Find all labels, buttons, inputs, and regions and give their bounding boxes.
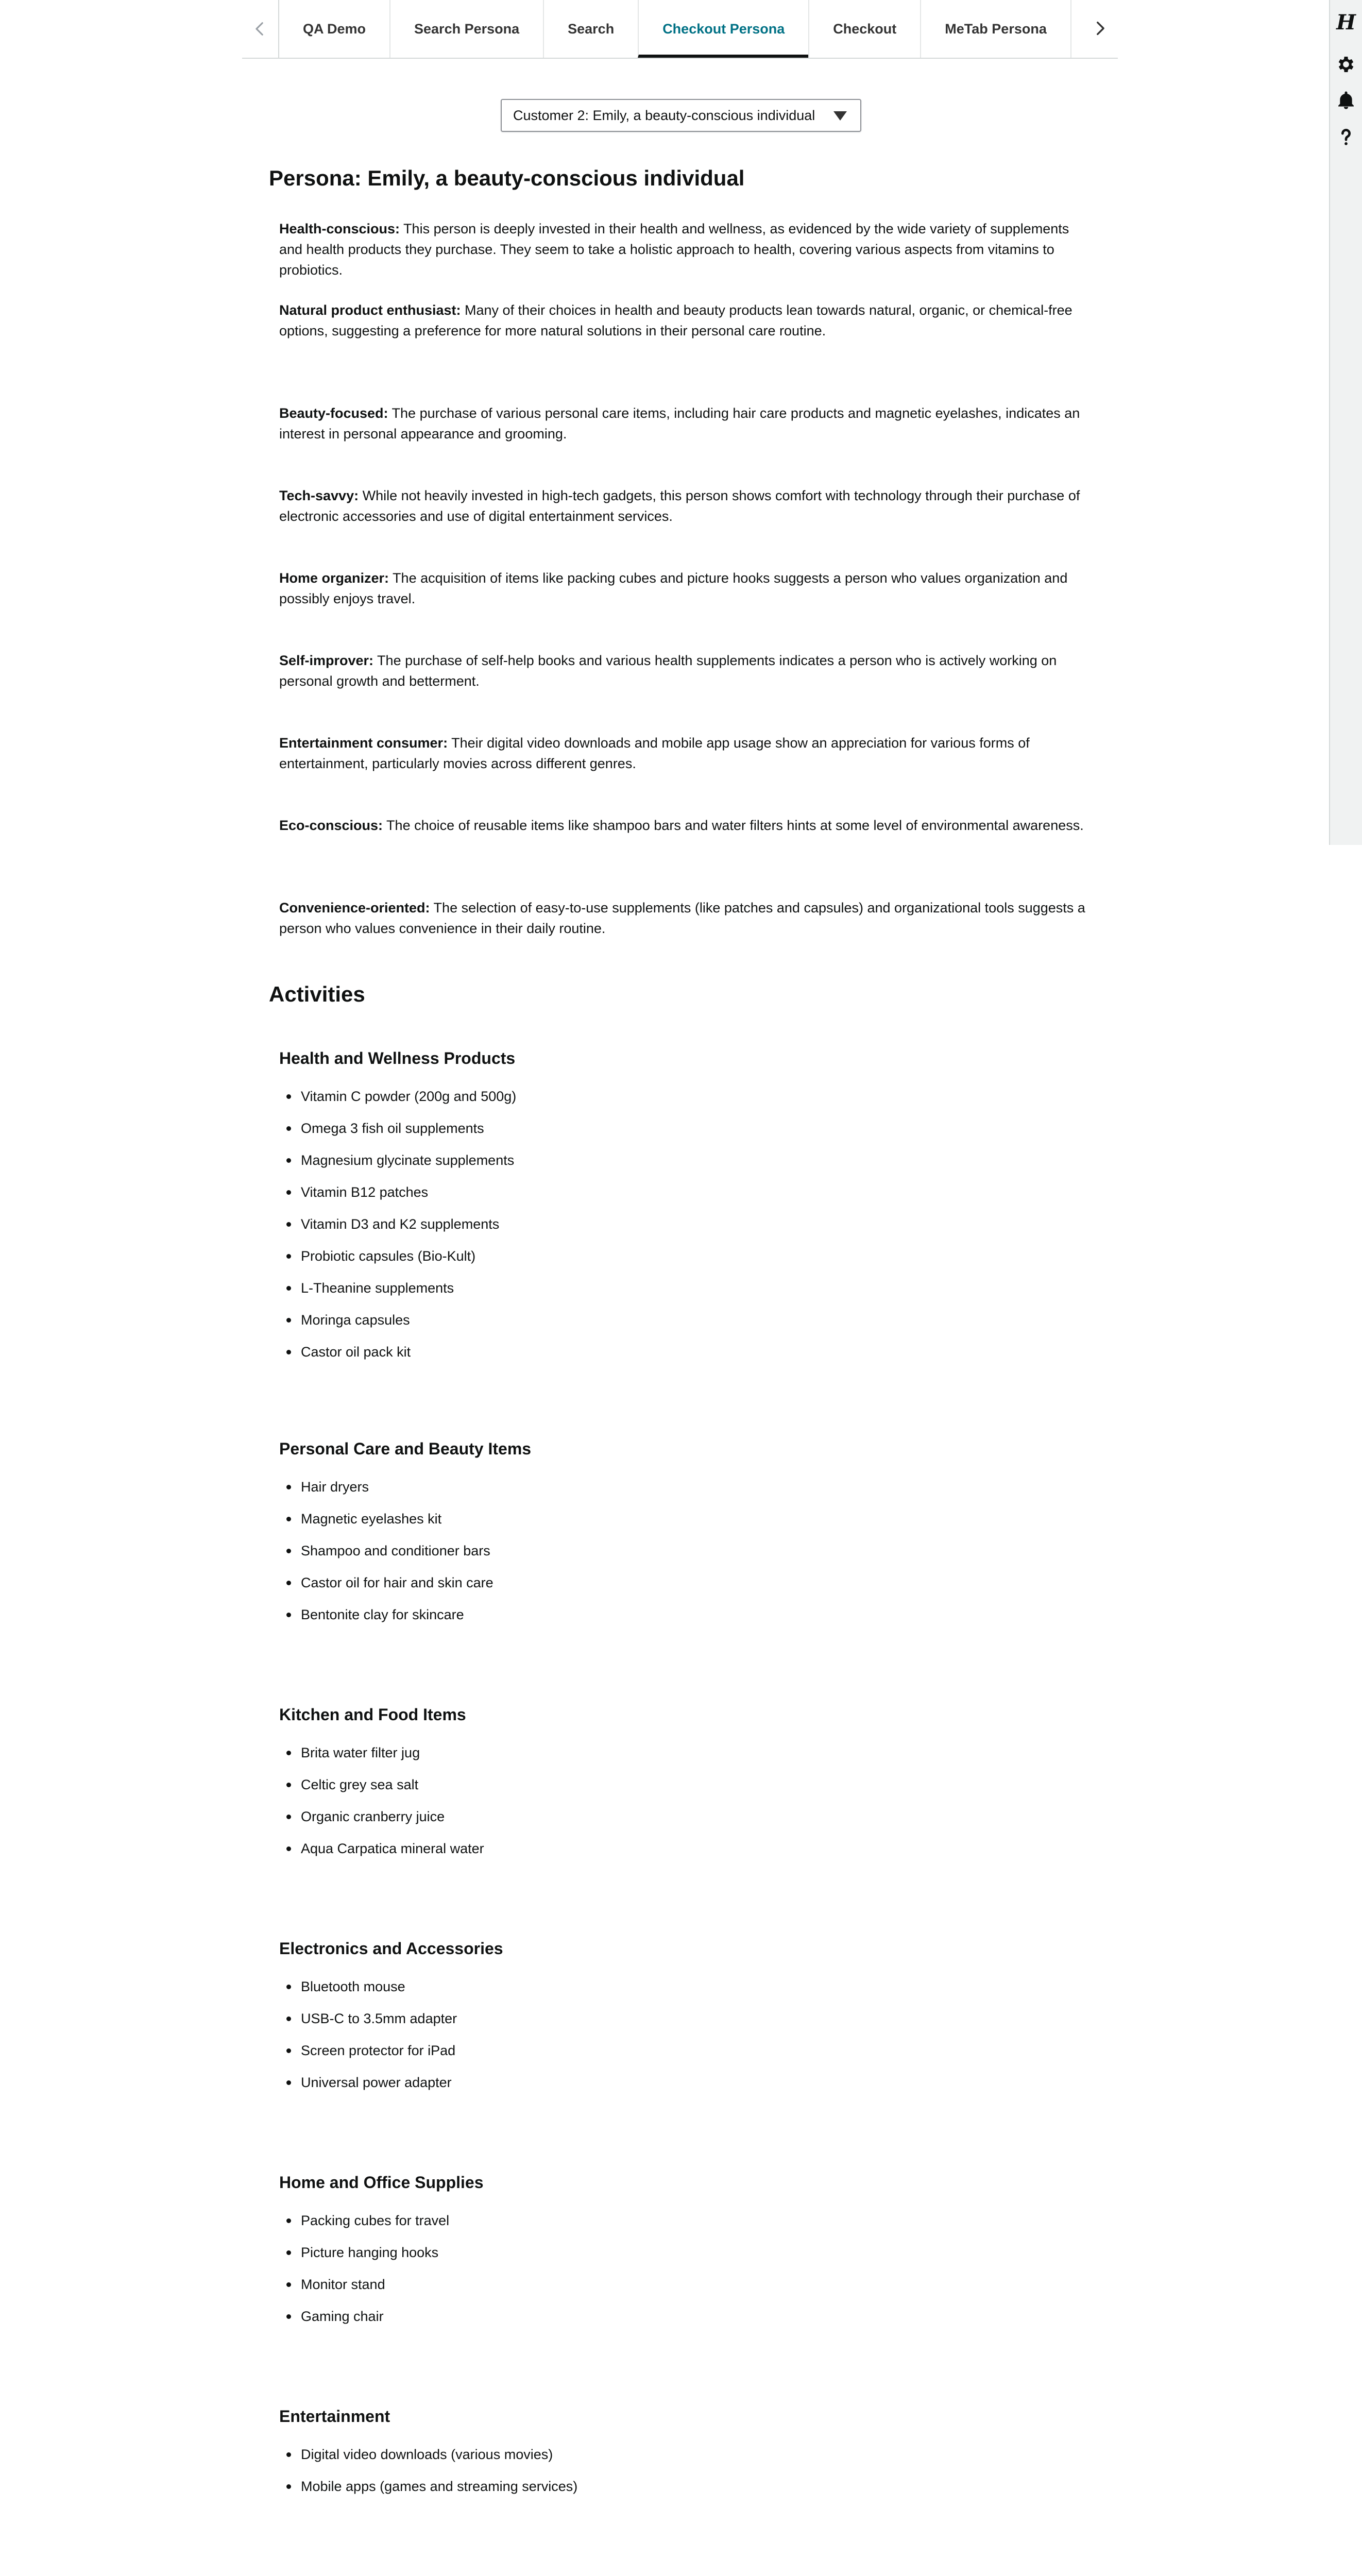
persona-trait — [279, 218, 1093, 280]
list-item: Omega 3 fish oil supplements — [279, 1118, 516, 1150]
customer-select[interactable] — [501, 99, 861, 132]
tab-qa-demo[interactable]: QA Demo — [278, 0, 389, 58]
tab-checkout-persona[interactable]: Checkout Persona — [638, 0, 808, 58]
list-item: Castor oil pack kit — [279, 1342, 516, 1374]
trait-text: The choice of reusable items like shampoo bars and water filters hints at some level of environmental awareness. — [383, 818, 1084, 833]
tab-search[interactable]: Search — [543, 0, 638, 58]
activity-group-title: Home and Office Supplies — [279, 2173, 484, 2192]
trait-label: Health-conscious: — [279, 221, 400, 236]
list-item: Universal power adapter — [279, 2072, 457, 2104]
list-item: Magnesium glycinate supplements — [279, 1150, 516, 1182]
tab-metab-persona[interactable]: MeTab Persona — [920, 0, 1070, 58]
trait-text: The purchase of self-help books and various health supplements indicates a person who is actively working on personal growth and betterment. — [279, 653, 1057, 689]
tab-checkout[interactable]: Checkout — [808, 0, 920, 58]
persona-trait — [279, 485, 1093, 527]
persona-trait — [279, 897, 1093, 939]
list-item: Shampoo and conditioner bars — [279, 1540, 493, 1572]
list-item: Vitamin C powder (200g and 500g) — [279, 1086, 516, 1118]
list-item: Moringa capsules — [279, 1310, 516, 1342]
list-item: Magnetic eyelashes kit — [279, 1509, 493, 1540]
list-item: Brita water filter jug — [279, 1742, 484, 1774]
trait-text: The selection of easy-to-use supplements (like patches and capsules) and organizational tools suggests a person who values convenience in their daily routine. — [279, 900, 1085, 936]
activities-heading: Activities — [269, 982, 365, 1006]
activity-list-personal-care-and-beauty-items — [279, 1477, 493, 1636]
list-item: Mobile apps (games and streaming services) — [279, 2476, 577, 2508]
trait-label: Eco-conscious: — [279, 818, 383, 833]
activity-list-entertainment — [279, 2444, 577, 2508]
list-item: L-Theanine supplements — [279, 1278, 516, 1310]
list-item: Vitamin D3 and K2 supplements — [279, 1214, 516, 1246]
trait-label: Entertainment consumer: — [279, 735, 448, 751]
list-item: Gaming chair — [279, 2306, 449, 2338]
persona-trait — [279, 650, 1093, 691]
trait-label: Home organizer: — [279, 570, 389, 586]
list-item: Aqua Carpatica mineral water — [279, 1838, 484, 1870]
trait-text: Their digital video downloads and mobile app usage show an appreciation for various forms of entertainment, particularly movies across different genres. — [279, 735, 1030, 771]
list-item: Probiotic capsules (Bio-Kult) — [279, 1246, 516, 1278]
tab-bar — [242, 0, 1118, 59]
bell-icon[interactable] — [1334, 89, 1358, 112]
trait-text: This person is deeply invested in their health and wellness, as evidenced by the wide variety of supplements and health products they purchase. They seem to take a holistic approach to health, covering various aspects from vitamins to probiotics. — [279, 221, 1069, 278]
h-logo-icon[interactable] — [1334, 10, 1358, 34]
activity-list-home-and-office-supplies — [279, 2210, 449, 2338]
gear-icon[interactable] — [1334, 53, 1358, 76]
trait-text: The purchase of various personal care items, including hair care products and magnetic eyelashes, indicates an interest in personal appearance and grooming. — [279, 405, 1080, 442]
trait-label: Beauty-focused: — [279, 405, 388, 421]
logo-letter: H — [1336, 10, 1356, 35]
activity-group-title: Personal Care and Beauty Items — [279, 1439, 532, 1458]
activity-group-title: Kitchen and Food Items — [279, 1705, 466, 1724]
trait-label: Self-improver: — [279, 653, 374, 668]
trait-text: While not heavily invested in high-tech gadgets, this person shows comfort with technology through their purchase of electronic accessories and use of digital entertainment services. — [279, 488, 1080, 524]
question-icon[interactable] — [1334, 125, 1358, 148]
activity-group-title: Health and Wellness Products — [279, 1049, 516, 1067]
list-item: Monitor stand — [279, 2274, 449, 2306]
persona-trait — [279, 733, 1093, 774]
list-item: Screen protector for iPad — [279, 2040, 457, 2072]
caret-down-icon — [833, 111, 847, 121]
trait-label: Convenience-oriented: — [279, 900, 430, 916]
list-item: Hair dryers — [279, 1477, 493, 1509]
list-item: Digital video downloads (various movies) — [279, 2444, 577, 2476]
persona-trait — [279, 403, 1093, 444]
list-item: Bluetooth mouse — [279, 1976, 457, 2008]
list-item: Picture hanging hooks — [279, 2242, 449, 2274]
trait-label: Natural product enthusiast: — [279, 302, 461, 318]
list-item: Celtic grey sea salt — [279, 1774, 484, 1806]
list-item: Vitamin B12 patches — [279, 1182, 516, 1214]
page-title: Persona: Emily, a beauty-conscious individual — [269, 166, 745, 190]
persona-trait — [279, 568, 1093, 609]
chevron-right-icon[interactable] — [1082, 0, 1118, 57]
activity-group-title: Electronics and Accessories — [279, 1939, 503, 1958]
customer-select-value: Customer 2: Emily, a beauty-conscious individual — [513, 107, 815, 123]
tab-list — [278, 0, 1118, 58]
list-item: Packing cubes for travel — [279, 2210, 449, 2242]
tab-search-persona[interactable]: Search Persona — [389, 0, 543, 58]
activity-group-title: Entertainment — [279, 2407, 390, 2426]
activity-list-health-and-wellness-products — [279, 1086, 516, 1374]
persona-trait — [279, 815, 1093, 836]
icon-sidebar — [1329, 0, 1362, 845]
activity-list-kitchen-and-food-items — [279, 1742, 484, 1870]
list-item: Castor oil for hair and skin care — [279, 1572, 493, 1604]
trait-text: The acquisition of items like packing cubes and picture hooks suggests a person who values organization and possibly enjoys travel. — [279, 570, 1068, 606]
persona-trait — [279, 300, 1093, 341]
list-item: USB-C to 3.5mm adapter — [279, 2008, 457, 2040]
list-item: Organic cranberry juice — [279, 1806, 484, 1838]
list-item: Bentonite clay for skincare — [279, 1604, 493, 1636]
trait-label: Tech-savvy: — [279, 488, 359, 503]
chevron-left-icon[interactable] — [242, 0, 278, 58]
activity-list-electronics-and-accessories — [279, 1976, 457, 2104]
trait-text: Many of their choices in health and beauty products lean towards natural, organic, or chemical-free options, suggesting a preference for more natural solutions in their personal care routine. — [279, 302, 1072, 338]
